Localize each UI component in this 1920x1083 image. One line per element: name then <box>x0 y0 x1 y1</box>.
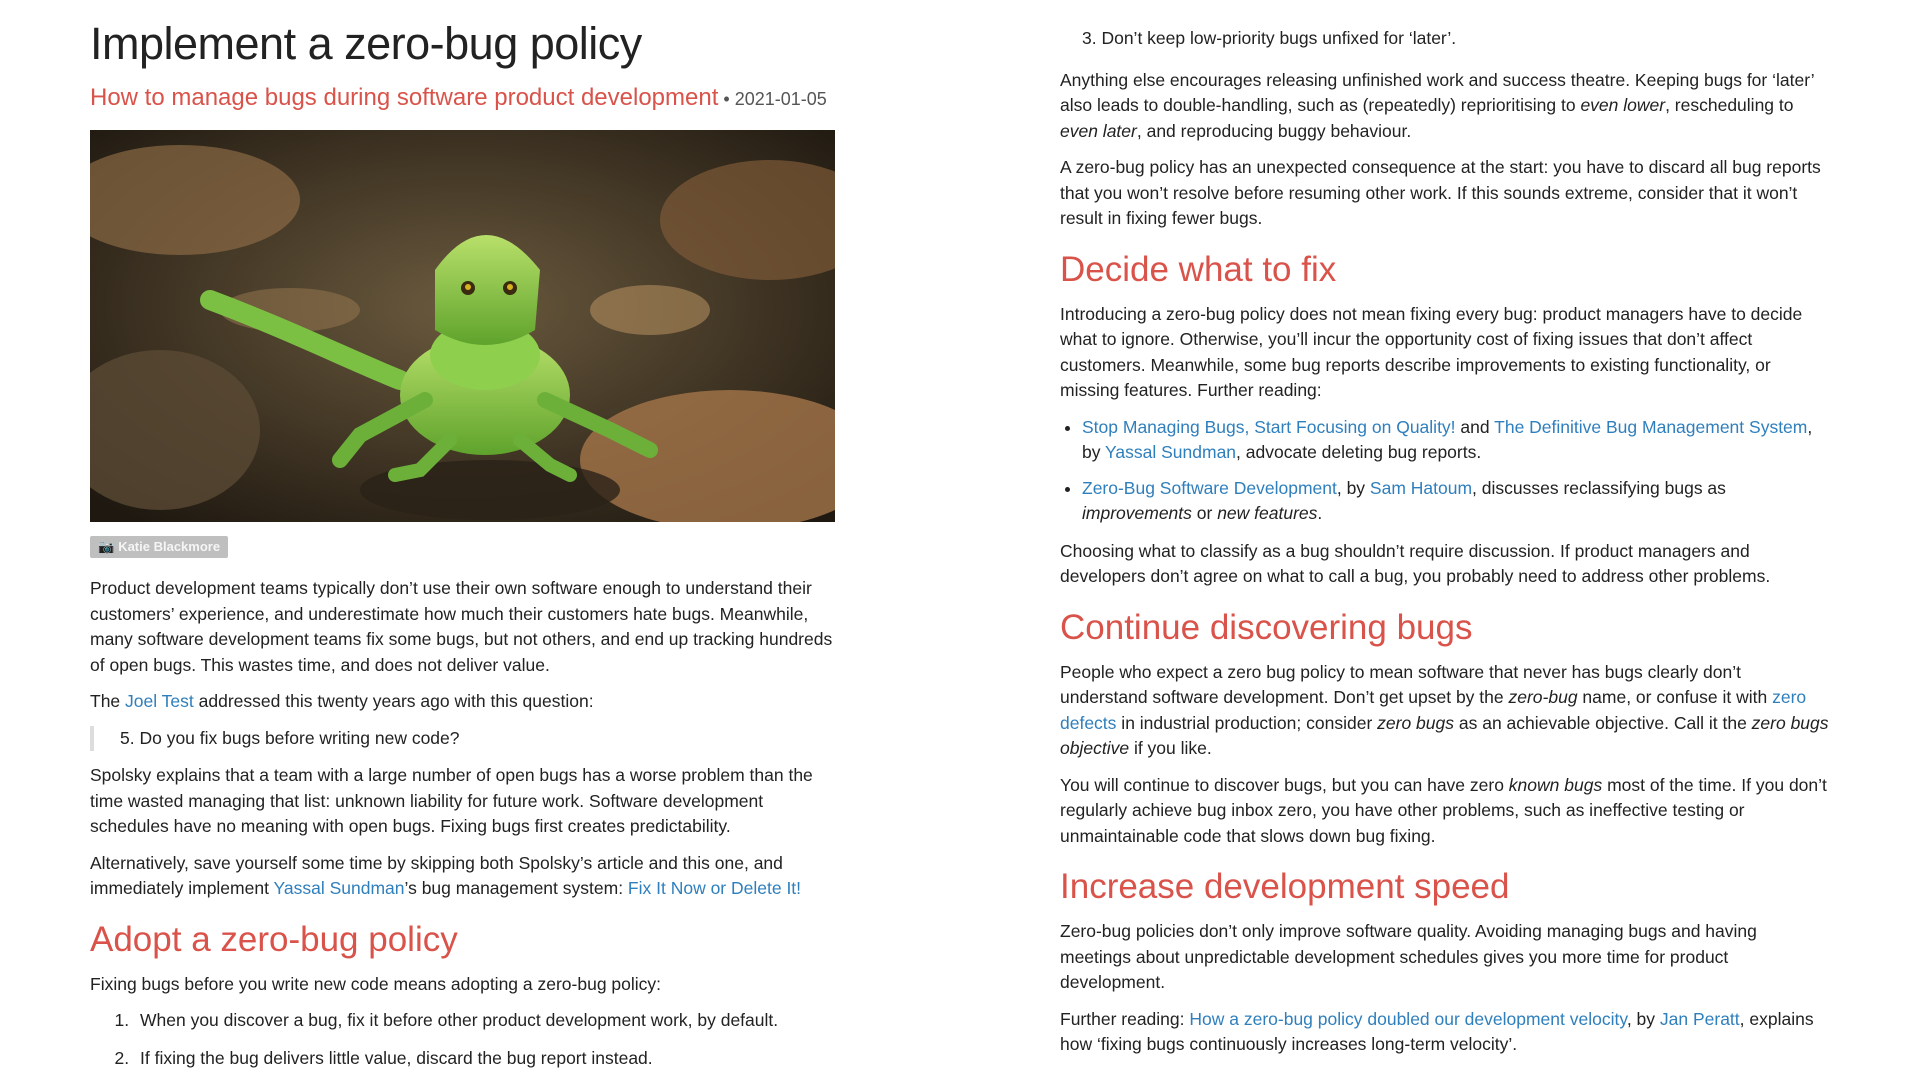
definitive-bug-system-link[interactable]: The Definitive Bug Management System <box>1494 416 1808 437</box>
rule-3: 3. Don’t keep low-priority bugs unfixed for ‘later’. <box>1082 28 1457 48</box>
sam-hatoum-link[interactable]: Sam Hatoum <box>1369 477 1473 498</box>
photo-credit-name: Katie Blackmore <box>118 539 221 554</box>
continue-paragraph-1: People who expect a zero bug policy to mean software that never has bugs clearly don’t understand software development. Don’t get upset by the zero-bug name, or confuse it with zero defects in industrial production; consider zero bugs as an achievable objective. Call it the zero bugs objective if you like. <box>1060 661 1829 758</box>
jan-peratt-link[interactable]: Jan Peratt <box>1659 1008 1740 1029</box>
yassal-sundman-link-2[interactable]: Yassal Sundman <box>1105 442 1237 462</box>
intro-paragraph-2: The Joel Test addressed this twenty years ago with this question: <box>90 691 594 711</box>
yassal-sundman-link[interactable]: Yassal Sundman <box>273 878 405 898</box>
list-item: 1. When you discover a bug, fix it before other product development work, by default. <box>134 1008 840 1034</box>
blockquote: 5. Do you fix bugs before writing new code? <box>90 726 840 752</box>
page-title: Implement a zero-bug policy <box>90 18 642 69</box>
page-subtitle: How to manage bugs during software product development <box>90 84 719 111</box>
decide-paragraph-1: Introducing a zero-bug policy does not mean fixing every bug: product managers have to decide what to ignore. Otherwise, you’ll incur the opportunity cost of fixing issues that don’t affect customers. Meanwhile, some bug reports describe improvements to existing functionality, or missing features. Further reading: <box>1060 303 1803 400</box>
adopt-paragraph-1: Fixing bugs before you write new code means adopting a zero-bug policy: <box>90 973 662 994</box>
publish-date: 2021-01-05 <box>734 89 827 109</box>
heading-decide: Decide what to fix <box>1060 249 1337 289</box>
right-column <box>1060 0 1830 1069</box>
adopt-paragraph-2: Anything else encourages releasing unfinished work and success theatre. Keeping bugs for ‘later’ also leads to double-handling, such as (repeatedly) reprioritising to even lower, rescheduling to even later, and reproducing buggy behaviour. <box>1060 69 1814 141</box>
list-item: • Stop Managing Bugs, Start Focusing on Quality! and The Definitive Bug Management System, by Yassal Sundman, advocate deleting bug reports. <box>1082 415 1830 466</box>
joel-test-link[interactable]: Joel Test <box>125 691 194 711</box>
lizard-photo <box>90 130 835 522</box>
date-separator: • <box>718 89 735 109</box>
intro-section <box>90 576 840 902</box>
further-reading-list <box>1060 415 1830 527</box>
adopt-paragraph-3: A zero-bug policy has an unexpected consequence at the start: you have to discard all bug reports that you won’t resolve before resuming other work. If this sounds extreme, consider that it won’t result in fixing fewer bugs. <box>1060 157 1821 228</box>
heading-adopt: Adopt a zero-bug policy <box>90 919 458 959</box>
stop-managing-bugs-link[interactable]: Stop Managing Bugs, Start Focusing on Quality! <box>1082 416 1456 437</box>
zero-bug-development-link[interactable]: Zero-Bug Software Development <box>1082 477 1337 498</box>
rules-list <box>90 1008 840 1071</box>
speed-paragraph-1: Zero-bug policies don’t only improve software quality. Avoiding managing bugs and having meetings about unpredictable development schedules gives you more time for product development. <box>1060 921 1757 992</box>
zero-defects-link[interactable]: zero defects <box>1060 687 1807 733</box>
intro-paragraph-1: Product development teams typically don’t use their own software enough to understand their customers’ experience, and underestimate how much their customers hate bugs. Meanwhile, many software development teams fix some bugs, but not others, and end up tracking hundreds of open bugs. This wastes time, and does not deliver value. <box>90 578 833 675</box>
heading-continue: Continue discovering bugs <box>1060 607 1473 647</box>
continue-paragraph-2: You will continue to discover bugs, but you can have zero known bugs most of the time. If you don’t regularly achieve bug inbox zero, you have other problems, such as ineffective testing or unmaintainable code that slows down bug fixing. <box>1060 774 1827 846</box>
subtitle-row <box>90 84 840 112</box>
photo-credit <box>90 536 228 558</box>
fix-it-now-link[interactable]: Fix It Now or Delete It! <box>627 878 802 898</box>
left-column <box>90 0 840 1083</box>
intro-paragraph-3: Spolsky explains that a team with a large number of open bugs has a worse problem than the time wasted managing that list: unknown liability for future work. Software development schedules have no meaning with open bugs. Fixing bugs first creates predictability. <box>90 765 813 836</box>
list-item: • Zero-Bug Software Development, by Sam Hatoum, discusses reclassifying bugs as improvements or new features. <box>1082 476 1830 527</box>
camera-icon: 📷 <box>98 539 115 554</box>
speed-paragraph-2: Further reading: How a zero-bug policy doubled our development velocity, by Jan Peratt, explains how ‘fixing bugs continuously increases long-term velocity’. <box>1060 1008 1814 1054</box>
decide-paragraph-2: Choosing what to classify as a bug shouldn’t require discussion. If product managers and developers don’t agree on what to call a bug, you probably need to address other problems. <box>1060 540 1771 586</box>
doubled-velocity-link[interactable]: How a zero-bug policy doubled our development velocity <box>1189 1008 1627 1029</box>
list-item: 2. If fixing the bug delivers little value, discard the bug report instead. <box>134 1046 840 1072</box>
intro-paragraph-4: Alternatively, save yourself some time by skipping both Spolsky’s article and this one, and immediately implement Yassal Sundman’s bug management system: Fix It Now or Delete It! <box>90 852 802 898</box>
heading-speed: Increase development speed <box>1060 867 1510 906</box>
